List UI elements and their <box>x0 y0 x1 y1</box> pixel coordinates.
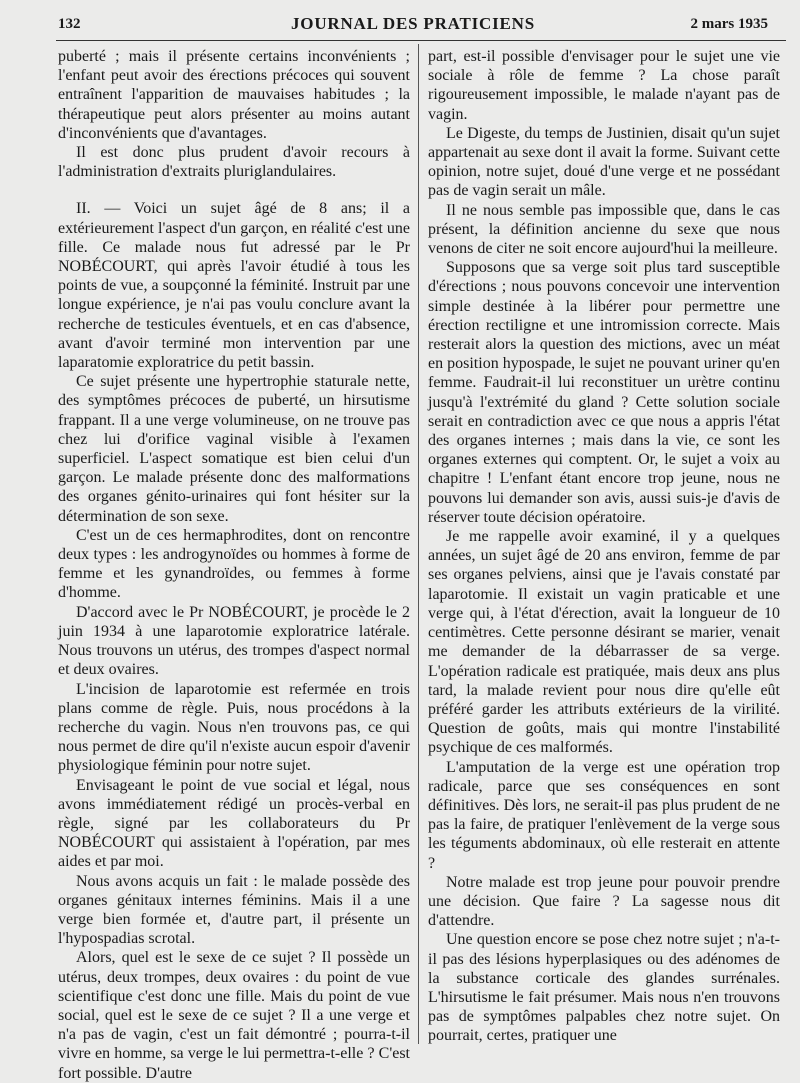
paragraph: Je me rappelle avoir examiné, il y a quelques années, un sujet âgé de 20 ans environ, femme de par ses organes pelviens, ainsi que je l'avais constaté par laparotomie. Il existait un vagin praticable et une verge qui, à l'état d'érection, avait la longueur de 10 centimètres. Cette personne désirant se marier, venait me demander de la débarrasser de sa verge. L'opération radicale est pratiquée, mais deux ans plus tard, la malade revient pour nous dire qu'elle eût préféré garder les attributs extérieurs de la virilité. Question de goûts, mais qui montre l'instabilité psychique de ces malformés. <box>428 528 780 757</box>
paragraph: D'accord avec le Pr NOBÉCOURT, je procède le 2 juin 1934 à une laparotomie exploratrice latérale. Nous trouvons un utérus, des trompes d'aspect normal et deux ovaires. <box>58 603 410 679</box>
paragraph: Supposons que sa verge soit plus tard susceptible d'érections ; nous pouvons concevoir une intervention simple destinée à la libérer pour permettre une érection rectiligne et une intromission correcte. Mais resterait alors la question des mictions, avec un méat en position hypospade, le sujet ne pouvant uriner qu'en femme. Faudrait-il lui reconstituer un urètre continu jusqu'à l'extrémité du gland ? Cette solution sociale serait en contradiction avec ce que nous a appris l'état des organes internes ; mais dans la vie, ce sont les organes externes qui comptent. Or, le sujet a voix au chapitre ! L'enfant étant encore trop jeune, nous ne pouvons lui demander son avis, aussi suis-je d'avis de réserver toute décision opératoire. <box>428 259 780 526</box>
paragraph: Notre malade est trop jeune pour pouvoir prendre une décision. Que faire ? La sagesse nous dit d'attendre. <box>428 873 780 930</box>
paragraph: II. — Voici un sujet âgé de 8 ans; il a extérieurement l'aspect d'un garçon, en réalité c'est une fille. Ce malade nous fut adressé par le Pr NOBÉCOURT, qui après l'avoir étudié à tous les points de vue, a soupçonné la féminité. Instruit par une longue expérience, je n'ai pas voulu conclure avant la recherche de testicules éventuels, et en cas d'absence, avant d'avoir terminé mon intervention par une laparatomie exploratrice du petit bassin. <box>58 200 410 372</box>
paragraph: Il est donc plus prudent d'avoir recours à l'administration d'extraits pluriglandulaires. <box>58 144 410 181</box>
paragraph: part, est-il possible d'envisager pour le sujet une vie sociale à rôle de femme ? La chose paraît rigoureusement impossible, le malade n'ayant pas de vagin. <box>428 48 780 123</box>
paragraph: Le Digeste, du temps de Justinien, disait qu'un sujet appartenait au sexe dont il avait la forme. Suivant cette opinion, notre sujet, doué d'une verge et ne possédant pas de vagin serait un mâle. <box>428 124 780 200</box>
journal-title: JOURNAL DES PRATICIENS <box>291 14 535 33</box>
column-divider <box>418 44 419 1044</box>
paragraph: C'est un de ces hermaphrodites, dont on rencontre deux types : les androgynoïdes ou hommes à forme de femme et les gynandroïdes, ou femmes à forme d'homme. <box>58 526 410 602</box>
header-rule <box>56 40 786 41</box>
paragraph: Il ne nous semble pas impossible que, dans le cas présent, la définition ancienne du sexe que nous venons de citer ne soit encore aujourd'hui la meilleure. <box>428 201 780 258</box>
paragraph: puberté ; mais il présente certains inconvénients ; l'enfant peut avoir des érections précoces qui souvent entraînent l'apparition de mauvaises habitudes ; la thérapeutique peut alors présenter au moins autant d'inconvénients que d'avantages. <box>58 48 410 142</box>
paragraph: Envisageant le point de vue social et légal, nous avons immédiatement rédigé un procès-verbal en règle, signé par les collaborateurs du Pr NOBÉCOURT qui assistaient à l'opération, par mes aides et par moi. <box>58 776 410 871</box>
page-number: 132 <box>58 16 81 32</box>
issue-date: 2 mars 1935 <box>690 16 768 32</box>
paragraph: L'amputation de la verge est une opération trop radicale, parce que ses conséquences en sont définitives. Dès lors, ne serait-il pas plus prudent de ne pas la faire, de pratiquer l'enlèvement de la verge sous les téguments abdominaux, où elle resterait en attente ? <box>428 758 780 872</box>
paragraph: L'incision de laparotomie est refermée en trois plans comme de règle. Puis, nous procédons à la recherche du vagin. Nous n'en trouvons pas, ce qui nous permet de dire qu'il n'existe aucun espoir d'avenir physiologique féminin pour notre sujet. <box>58 680 410 775</box>
paragraph: Ce sujet présente une hypertrophie staturale nette, des symptômes précoces de puberté, un hirsutisme frappant. Il a une verge volumineuse, on ne trouve pas chez lui d'orifice vaginal visible à l'examen superficiel. L'aspect somatique est bien celui d'un garçon. Le malade présente donc des malformations des organes génito-urinaires qui font hésiter sur la détermination de son sexe. <box>58 373 410 525</box>
paragraph: Nous avons acquis un fait : le malade possède des organes génitaux internes féminins. Mais il a une verge bien formée et, d'autre part, il présente un l'hypospadias scrotal. <box>58 872 410 948</box>
page-header <box>58 14 768 38</box>
left-column <box>58 47 410 1083</box>
paragraph: Alors, quel est le sexe de ce sujet ? Il possède un utérus, deux trompes, deux ovaires : du point de vue scientifique c'est donc une fille. Mais du point de vue social, quel est le sexe de ce sujet ? Il a une verge et n'a pas de vagin, c'est un fait démontré ; pourra-t-il vivre en homme, sa verge le lui permettra-t-elle ? C'est fort possible. D'autre <box>58 949 410 1082</box>
right-column <box>428 47 780 1046</box>
paragraph: Une question encore se pose chez notre sujet ; n'a-t-il pas des lésions hyperplasiques ou des adénomes de la substance corticale des glandes surrénales. L'hirsutisme le fait présumer. Mais nous n'en trouvons pas de symptômes palpables chez notre sujet. On pourrait, certes, pratiquer une <box>428 931 780 1045</box>
